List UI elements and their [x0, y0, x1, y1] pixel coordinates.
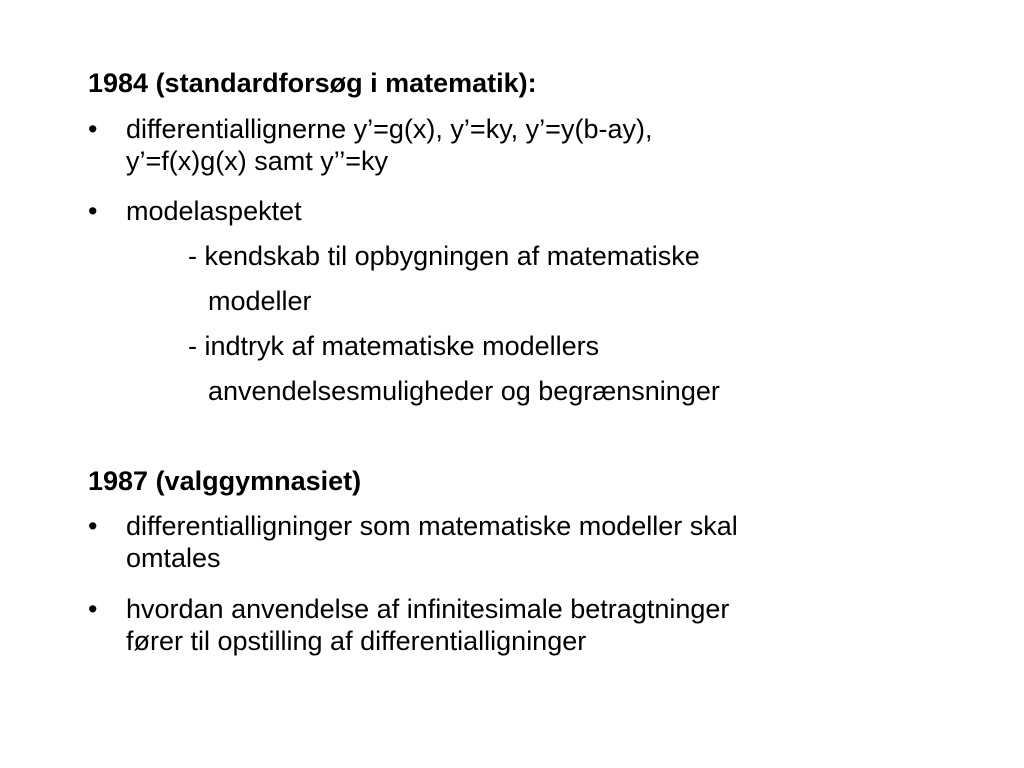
bullet-line: differentiallignerne y’=g(x), y’=ky, y’=y(b-ay), [126, 114, 653, 144]
bullet-line: modelaspektet [126, 196, 302, 226]
bullet-marker: • [88, 594, 98, 624]
sub-item-kendskab-continuation: modeller [208, 286, 312, 316]
heading-1987: 1987 (valggymnasiet) [88, 466, 362, 496]
bullet-text [126, 510, 738, 574]
heading-1984: 1984 (standardforsøg i matematik): [88, 68, 537, 98]
bullet-marker: • [88, 196, 98, 226]
bullet-line: y’=f(x)g(x) samt y’’=ky [126, 146, 389, 176]
bullet-line: hvordan anvendelse af infinitesimale betragtninger [126, 594, 730, 624]
bullet-marker: • [88, 114, 98, 144]
bullet-line: omtales [126, 543, 221, 573]
bullet-text [126, 195, 302, 227]
sub-item-indtryk: - indtryk af matematiske modellers [188, 331, 600, 361]
bullet-text [126, 113, 652, 177]
bullet-marker: • [88, 511, 98, 541]
bullet-line: differentialligninger som matematiske modeller skal [126, 511, 738, 541]
bullet-line: fører til opstilling af differentialligninger [126, 626, 587, 656]
sub-item-kendskab: - kendskab til opbygningen af matematiske [188, 241, 700, 271]
bullet-text [126, 593, 729, 657]
sub-item-indtryk-continuation: anvendelsesmuligheder og begrænsninger [208, 376, 720, 406]
